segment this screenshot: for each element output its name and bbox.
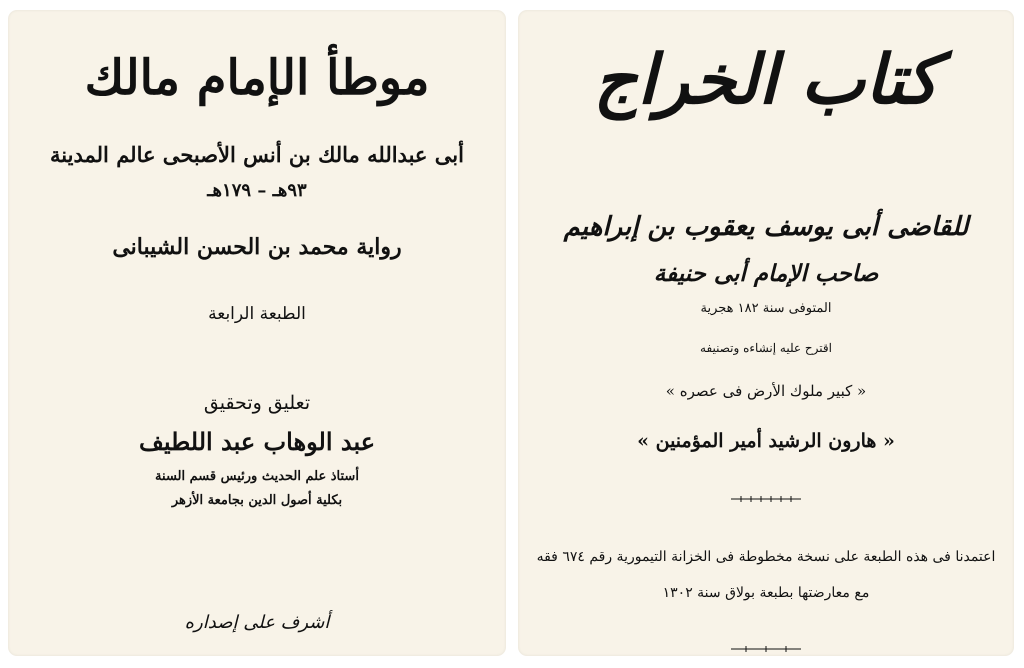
- kharaj-death-year: المتوفى سنة ١٨٢ هجرية: [700, 301, 832, 316]
- ornament-divider-bottom: [731, 646, 801, 652]
- kharaj-bulaq-note: مع معارضتها بطبعة بولاق سنة ١٣٠٢: [662, 585, 870, 601]
- muwatta-edition: الطبعة الرابعة: [208, 304, 306, 324]
- ornament-divider: [731, 496, 801, 502]
- muwatta-editor-role-1: أستاذ علم الحديث ورئيس قسم السنة: [155, 469, 359, 484]
- muwatta-author: أبى عبدالله مالك بن أنس الأصبحى عالم المدينة: [50, 142, 464, 167]
- muwatta-taliq: تعليق وتحقيق: [203, 392, 311, 414]
- kharaj-quote-2: « هارون الرشيد أمير المؤمنين »: [637, 430, 895, 452]
- muwatta-title-page: [8, 10, 506, 656]
- kharaj-title-page: [518, 10, 1014, 656]
- kharaj-manuscript-note: اعتمدنا فى هذه الطبعة على نسخة مخطوطة فى الخزانة التيمورية رقم ٦٧٤ فقه: [536, 549, 996, 565]
- kharaj-title: كتاب الخراج: [593, 40, 939, 120]
- kharaj-proposed-by: اقترح عليه إنشاءه وتصنيفه: [700, 341, 832, 355]
- muwatta-ashraf: أشرف على إصداره: [184, 612, 330, 633]
- muwatta-editor-role-2: بكلية أصول الدين بجامعة الأزهر: [171, 493, 343, 508]
- muwatta-editor: عبد الوهاب عبد اللطيف: [138, 427, 376, 456]
- muwatta-title: موطأ الإمام مالك: [84, 50, 430, 106]
- kharaj-author-role: صاحب الإمام أبى حنيفة: [653, 260, 879, 287]
- muwatta-riwaya: رواية محمد بن الحسن الشيبانى: [112, 234, 402, 260]
- kharaj-quote-1: « كبير ملوك الأرض فى عصره »: [665, 382, 867, 400]
- muwatta-dates: ٩٣هـ – ١٧٩هـ: [207, 180, 307, 201]
- kharaj-author: للقاضى أبى يوسف يعقوب بن إبراهيم: [563, 212, 969, 242]
